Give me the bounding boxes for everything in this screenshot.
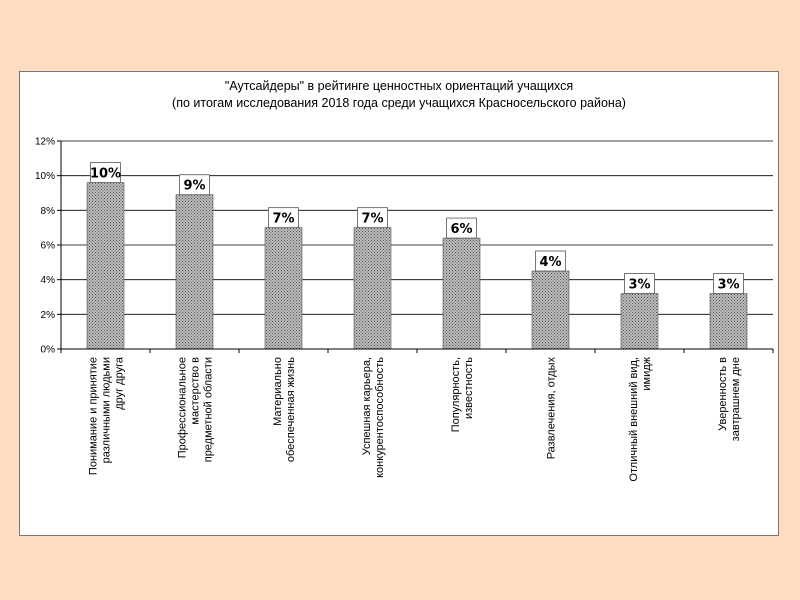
data-label: 3%: [717, 277, 740, 293]
x-category-label: [88, 356, 126, 475]
chart-subtitle: (по итогам исследования 2018 года среди учащихся Красносельского района): [172, 96, 626, 110]
x-category-line: Популярность,: [450, 357, 462, 433]
x-category-line: конкурентоспособность: [374, 357, 386, 478]
data-label: 7%: [361, 211, 384, 227]
bar-chart: [20, 72, 778, 535]
x-category-line: завтрашнем дне: [730, 357, 742, 442]
x-category-label: [450, 357, 475, 433]
x-category-line: мастерство в: [189, 357, 202, 425]
data-label: 7%: [272, 211, 295, 227]
data-label: 3%: [628, 277, 651, 293]
x-category-label: [717, 357, 742, 441]
x-category-line: Понимание и принятие: [87, 357, 100, 476]
x-category-label: [177, 357, 215, 462]
y-tick-label: 12%: [34, 136, 55, 148]
x-category-line: Уверенность в: [717, 357, 729, 431]
x-category-line: Отличный внешний вид,: [628, 357, 640, 482]
bar: [621, 294, 658, 349]
y-tick-label: 0%: [40, 344, 55, 356]
bar: [532, 271, 569, 349]
x-category-label: [628, 356, 653, 481]
data-label: 10%: [89, 166, 122, 182]
x-category-line: различными людьми: [100, 357, 113, 464]
grid-lines: [61, 141, 773, 314]
x-category-line: Материально: [272, 357, 284, 426]
y-tick-label: 10%: [34, 171, 55, 183]
bar: [87, 183, 124, 349]
x-category-line: имидж: [641, 357, 653, 391]
y-tick-label: 8%: [40, 205, 55, 217]
x-category-line: Профессиональное: [176, 357, 189, 459]
y-tick-label: 6%: [40, 240, 55, 252]
x-category-label: [272, 357, 297, 462]
y-axis-ticks: [35, 137, 61, 356]
x-category-line: Успешная карьера,: [361, 357, 373, 456]
x-category-line: друг друга: [113, 357, 126, 410]
x-category-line: известность: [463, 357, 475, 420]
x-category-line: обеспеченная жизнь: [285, 357, 297, 463]
x-category-label: [361, 357, 386, 478]
data-label: 6%: [450, 222, 473, 238]
chart-frame: [19, 71, 779, 536]
x-category-line: предметной области: [202, 357, 215, 463]
chart-title: "Аутсайдеры" в рейтинге ценностных ориентаций учащихся: [224, 79, 574, 93]
bar: [265, 228, 302, 349]
y-tick-label: 2%: [40, 309, 55, 321]
x-category-line: Развлечения, отдых: [545, 357, 558, 460]
data-label: 9%: [183, 178, 206, 194]
bar: [354, 228, 391, 349]
data-label: 4%: [539, 255, 562, 270]
x-axis-categories: [61, 349, 773, 482]
bar: [176, 195, 213, 349]
y-tick-label: 4%: [40, 275, 55, 287]
x-category-label: [546, 357, 558, 460]
bar: [710, 294, 747, 349]
bar: [443, 238, 480, 349]
bars: [87, 183, 747, 349]
